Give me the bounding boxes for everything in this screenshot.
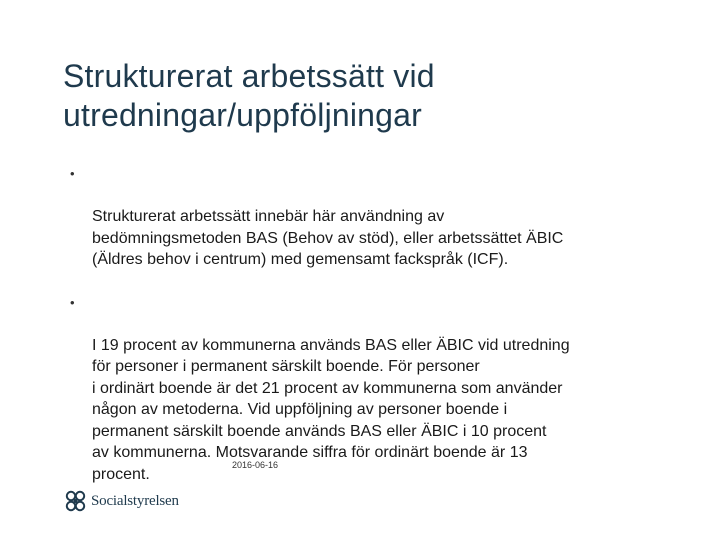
- bullet-item: [70, 292, 650, 486]
- bullet-list: [70, 163, 650, 485]
- slide-date: 2016-06-16: [232, 460, 279, 470]
- bullet-item: [70, 163, 650, 271]
- slide-title: Strukturerat arbetssätt vid utredningar/uppföljningar: [63, 58, 435, 133]
- socialstyrelsen-logo: [64, 488, 179, 514]
- bullet-text: Strukturerat arbetssätt innebär här användning av bedömningsmetoden BAS (Behov av stöd), eller arbetssättet ÄBIC (Äldres behov i centrum) med gemensamt fackspråk (ICF).: [92, 208, 564, 268]
- bullet-text: I 19 procent av kommunerna används BAS eller ÄBIC vid utredning för personer i permanent särskilt boende. För personer i ordinärt boende är det 21 procent av kommunerna som använder någon av metoderna. Vid uppföljning av personer boende i permanent särskilt boende används BAS eller ÄBIC i 10 procent av kommunerna. Motsvarande siffra för ordinärt boende är 13 procent.: [92, 336, 570, 483]
- logo-text: Socialstyrelsen: [91, 492, 179, 509]
- socialstyrelsen-emblem-icon: [64, 489, 88, 513]
- bullet-icon: •: [70, 166, 75, 181]
- bullet-icon: •: [70, 294, 75, 310]
